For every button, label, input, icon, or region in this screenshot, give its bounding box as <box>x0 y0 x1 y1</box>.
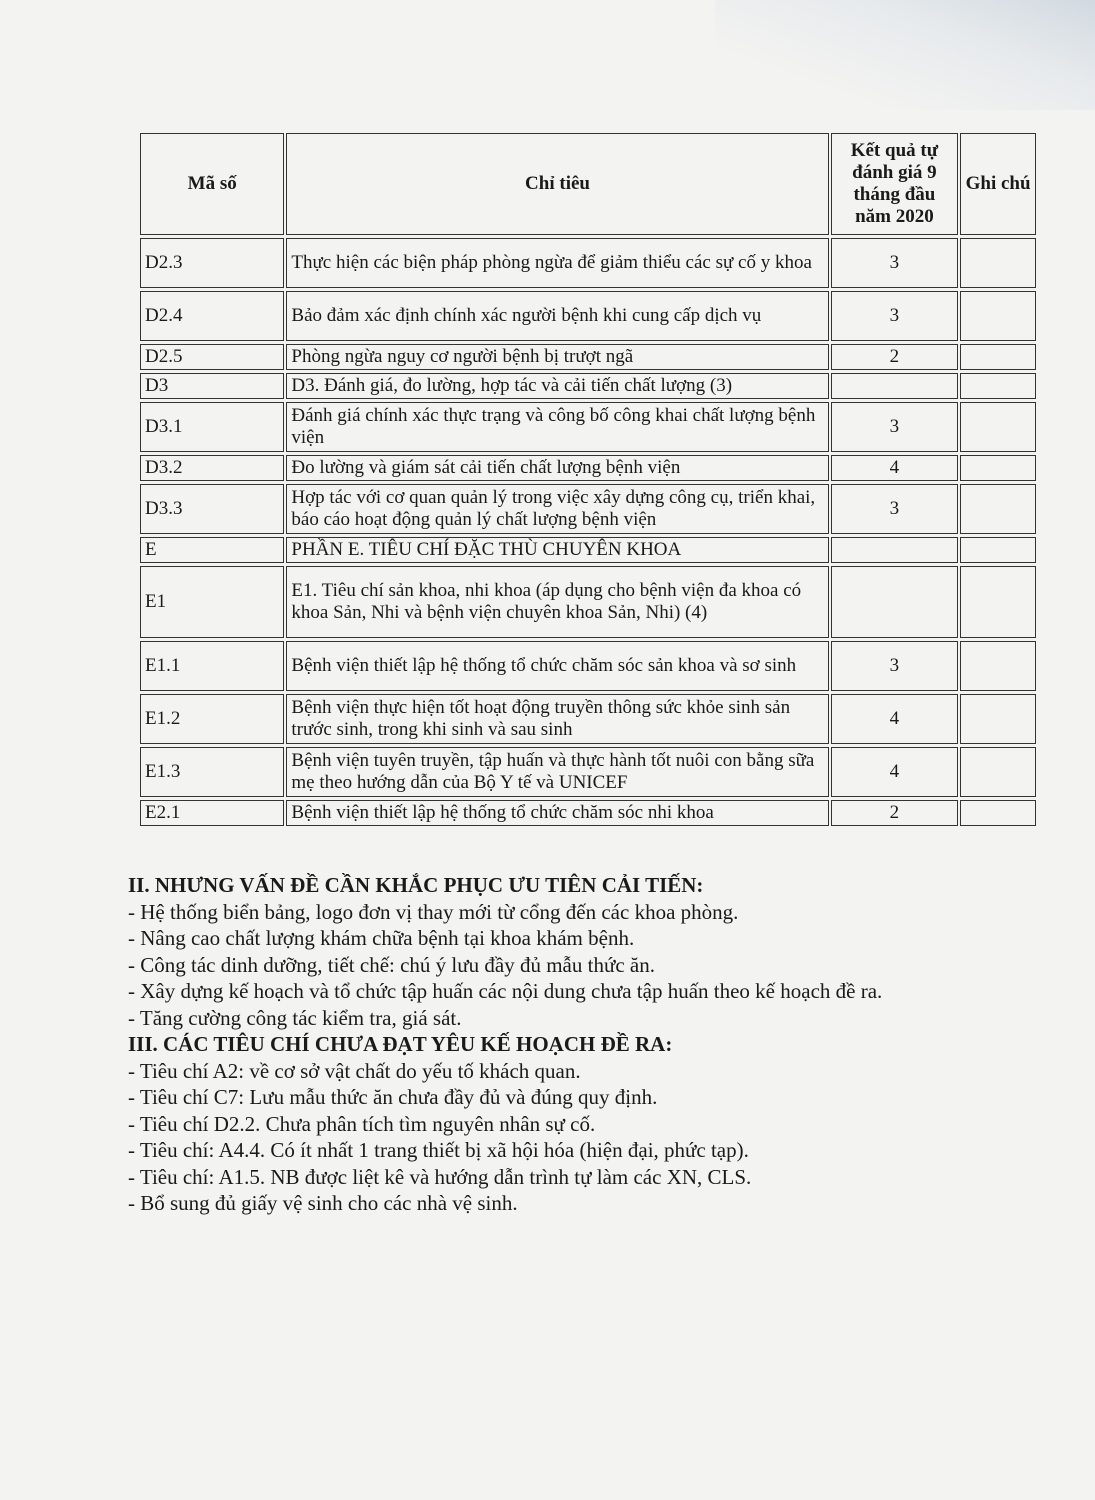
table-header-row <box>140 133 1036 235</box>
row-note <box>960 747 1036 797</box>
table-row <box>140 402 1036 452</box>
row-criterion: D3. Đánh giá, đo lường, hợp tác và cải tiến chất lượng (3) <box>286 373 828 399</box>
table-row <box>140 537 1036 563</box>
row-score: 3 <box>831 238 959 288</box>
row-note <box>960 291 1036 341</box>
row-criterion: Bệnh viện thực hiện tốt hoạt động truyền thông sức khỏe sinh sản trước sinh, trong khi sinh và sau sinh <box>286 694 828 744</box>
row-score <box>831 566 959 638</box>
row-criterion: Bệnh viện thiết lập hệ thống tổ chức chăm sóc nhi khoa <box>286 800 828 826</box>
row-score <box>831 373 959 399</box>
row-note <box>960 484 1036 534</box>
row-criterion: PHẦN E. TIÊU CHÍ ĐẶC THÙ CHUYÊN KHOA <box>286 537 828 563</box>
table-row <box>140 694 1036 744</box>
section3-item: - Tiêu chí: A1.5. NB được liệt kê và hướng dẫn trình tự làm các XN, CLS. <box>128 1164 752 1189</box>
row-code: D3.3 <box>140 484 284 534</box>
row-note <box>960 641 1036 691</box>
criteria-table-container <box>138 130 1038 829</box>
row-code: E2.1 <box>140 800 284 826</box>
row-criterion: Bệnh viện tuyên truyền, tập huấn và thực hành tốt nuôi con bằng sữa mẹ theo hướng dẫn của Bộ Y tế và UNICEF <box>286 747 828 797</box>
row-code: E1 <box>140 566 284 638</box>
table-row <box>140 800 1036 826</box>
row-code: D3.2 <box>140 455 284 481</box>
row-code: E1.2 <box>140 694 284 744</box>
section2-item: - Hệ thống biển bảng, logo đơn vị thay mới từ cổng đến các khoa phòng. <box>128 899 739 924</box>
row-code: E <box>140 537 284 563</box>
row-note <box>960 238 1036 288</box>
row-criterion: Đo lường và giám sát cải tiến chất lượng bệnh viện <box>286 455 828 481</box>
row-code: D2.5 <box>140 344 284 370</box>
row-note <box>960 373 1036 399</box>
row-score: 2 <box>831 800 959 826</box>
row-score: 4 <box>831 455 959 481</box>
header-code: Mã số <box>140 133 284 235</box>
section3-item: - Tiêu chí A2: về cơ sở vật chất do yếu tố khách quan. <box>128 1058 581 1083</box>
row-score <box>831 537 959 563</box>
section3-item: - Tiêu chí C7: Lưu mẫu thức ăn chưa đầy đủ và đúng quy định. <box>128 1085 658 1109</box>
row-score: 4 <box>831 747 959 797</box>
row-note <box>960 537 1036 563</box>
row-note <box>960 402 1036 452</box>
row-code: D3.1 <box>140 402 284 452</box>
row-note <box>960 800 1036 826</box>
report-body <box>128 872 1008 1217</box>
row-code: D2.4 <box>140 291 284 341</box>
table-row <box>140 344 1036 370</box>
row-criterion: Thực hiện các biện pháp phòng ngừa để giảm thiểu các sự cố y khoa <box>286 238 828 288</box>
table-row <box>140 291 1036 341</box>
row-criterion: E1. Tiêu chí sản khoa, nhi khoa (áp dụng cho bệnh viện đa khoa có khoa Sản, Nhi và bệnh viện chuyên khoa Sản, Nhi) (4) <box>286 566 828 638</box>
row-code: E1.1 <box>140 641 284 691</box>
section2-item: - Công tác dinh dưỡng, tiết chế: chú ý lưu đầy đủ mẫu thức ăn. <box>128 952 655 977</box>
row-score: 3 <box>831 484 959 534</box>
row-criterion: Hợp tác với cơ quan quản lý trong việc xây dựng công cụ, triển khai, báo cáo hoạt động quản lý chất lượng bệnh viện <box>286 484 828 534</box>
header-note: Ghi chú <box>960 133 1036 235</box>
row-code: E1.3 <box>140 747 284 797</box>
section2-item: - Nâng cao chất lượng khám chữa bệnh tại khoa khám bệnh. <box>128 926 635 950</box>
paper-shadow <box>715 0 1095 110</box>
row-note <box>960 455 1036 481</box>
table-row <box>140 238 1036 288</box>
row-score: 4 <box>831 694 959 744</box>
table-row <box>140 373 1036 399</box>
row-score: 2 <box>831 344 959 370</box>
table-row <box>140 484 1036 534</box>
section2-item: - Tăng cường công tác kiểm tra, giá sát. <box>128 1005 462 1030</box>
row-criterion: Đánh giá chính xác thực trạng và công bố công khai chất lượng bệnh viện <box>286 402 828 452</box>
row-score: 3 <box>831 641 959 691</box>
header-criterion: Chỉ tiêu <box>286 133 828 235</box>
header-score: Kết quả tự đánh giá 9 tháng đầu năm 2020 <box>831 133 959 235</box>
table-row <box>140 566 1036 638</box>
row-note <box>960 566 1036 638</box>
table-row <box>140 455 1036 481</box>
row-criterion: Bệnh viện thiết lập hệ thống tổ chức chăm sóc sản khoa và sơ sinh <box>286 641 828 691</box>
section2-item: - Xây dựng kế hoạch và tổ chức tập huấn các nội dung chưa tập huấn theo kế hoạch đề ra. <box>128 979 883 1003</box>
table-row <box>140 641 1036 691</box>
section3-item: - Tiêu chí: A4.4. Có ít nhất 1 trang thiết bị xã hội hóa (hiện đại, phức tạp). <box>128 1138 749 1162</box>
row-criterion: Bảo đảm xác định chính xác người bệnh khi cung cấp dịch vụ <box>286 291 828 341</box>
row-note <box>960 344 1036 370</box>
table-row <box>140 747 1036 797</box>
section2-heading: II. NHƯNG VẤN ĐỀ CẦN KHẮC PHỤC ƯU TIÊN CẢI TIẾN: <box>128 873 704 897</box>
section3-heading: III. CÁC TIÊU CHÍ CHƯA ĐẠT YÊU KẾ HOẠCH ĐỀ RA: <box>128 1032 673 1056</box>
row-score: 3 <box>831 291 959 341</box>
section3-item: - Tiêu chí D2.2. Chưa phân tích tìm nguyên nhân sự cố. <box>128 1111 596 1136</box>
row-note <box>960 694 1036 744</box>
row-criterion: Phòng ngừa nguy cơ người bệnh bị trượt ngã <box>286 344 828 370</box>
row-code: D3 <box>140 373 284 399</box>
criteria-table <box>138 130 1038 829</box>
section3-item: - Bổ sung đủ giấy vệ sinh cho các nhà vệ sinh. <box>128 1191 518 1215</box>
row-score: 3 <box>831 402 959 452</box>
row-code: D2.3 <box>140 238 284 288</box>
